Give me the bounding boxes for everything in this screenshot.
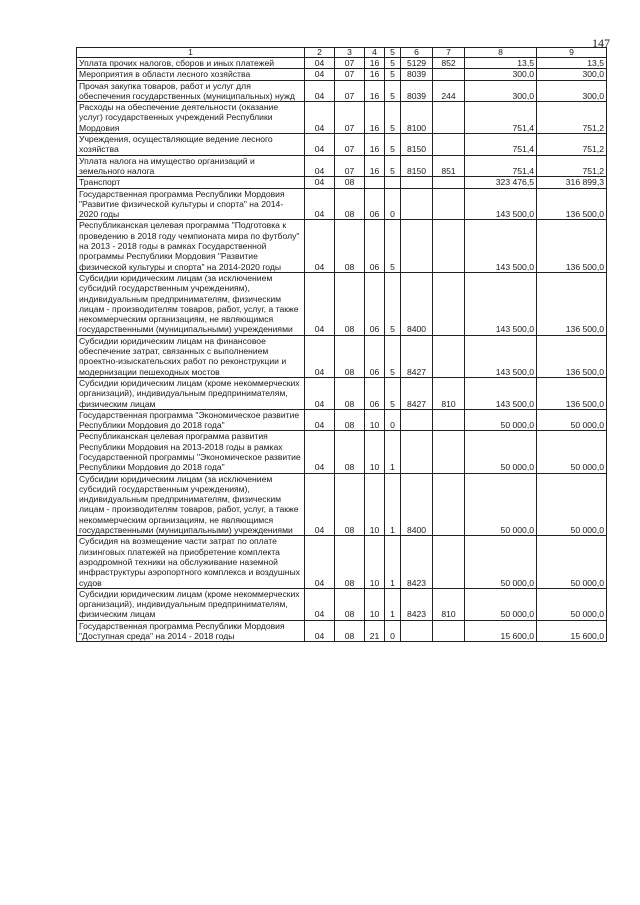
amount-year-1: 143 500,0	[465, 220, 537, 272]
code-subsection: 08	[335, 188, 365, 220]
code-subprogram: 5	[385, 155, 401, 177]
code-section: 04	[305, 188, 335, 220]
code-expense-type	[433, 431, 465, 473]
code-section: 04	[305, 431, 335, 473]
amount-year-1: 143 500,0	[465, 272, 537, 335]
amount-year-1: 143 500,0	[465, 335, 537, 377]
row-description: Государственная программа Республики Мордовия "Развитие физической культуры и спорта" на 2014-2020 годы	[77, 188, 305, 220]
code-section: 04	[305, 58, 335, 69]
code-target-item: 8423	[401, 536, 433, 588]
code-subsection: 08	[335, 431, 365, 473]
code-subprogram: 5	[385, 220, 401, 272]
code-section: 04	[305, 80, 335, 102]
column-header: 2	[305, 48, 335, 58]
row-description: Субсидии юридическим лицам (кроме некоммерческих организаций), индивидуальным предпринимателям, физическим лицам	[77, 377, 305, 409]
amount-year-2: 136 500,0	[537, 377, 607, 409]
code-target-item: 8400	[401, 272, 433, 335]
amount-year-1: 50 000,0	[465, 473, 537, 536]
code-program: 10	[365, 431, 385, 473]
code-section: 04	[305, 536, 335, 588]
row-description: Субсидии юридическим лицам (за исключением субсидий государственным учреждениям), индивидуальным предпринимателям, физическим лицам - производителям товаров, работ, услуг, а также некоммерческим организациям, не являющимся государственными (муниципальными) учреждениями	[77, 473, 305, 536]
amount-year-1: 50 000,0	[465, 409, 537, 431]
table-row	[77, 188, 607, 220]
code-expense-type	[433, 69, 465, 80]
row-description: Уплата прочих налогов, сборов и иных платежей	[77, 58, 305, 69]
code-target-item: 5129	[401, 58, 433, 69]
code-subsection: 08	[335, 220, 365, 272]
amount-year-1: 13,5	[465, 58, 537, 69]
code-target-item	[401, 188, 433, 220]
code-program: 21	[365, 620, 385, 642]
header-row	[77, 48, 607, 58]
code-target-item	[401, 431, 433, 473]
amount-year-2: 316 899,3	[537, 177, 607, 188]
column-header: 1	[77, 48, 305, 58]
code-subsection: 07	[335, 58, 365, 69]
amount-year-2: 50 000,0	[537, 431, 607, 473]
code-section: 04	[305, 272, 335, 335]
table-row	[77, 220, 607, 272]
code-section: 04	[305, 177, 335, 188]
code-program: 16	[365, 80, 385, 102]
code-expense-type: 851	[433, 155, 465, 177]
code-expense-type	[433, 220, 465, 272]
code-expense-type	[433, 188, 465, 220]
table-row	[77, 102, 607, 134]
amount-year-1: 50 000,0	[465, 588, 537, 620]
amount-year-2: 300,0	[537, 80, 607, 102]
row-description: Транспорт	[77, 177, 305, 188]
code-program: 16	[365, 58, 385, 69]
code-program: 06	[365, 335, 385, 377]
column-header: 3	[335, 48, 365, 58]
amount-year-2: 136 500,0	[537, 220, 607, 272]
amount-year-2: 50 000,0	[537, 473, 607, 536]
row-description: Государственная программа Республики Мордовия "Доступная среда" на 2014 - 2018 годы	[77, 620, 305, 642]
code-target-item	[401, 620, 433, 642]
code-expense-type	[433, 536, 465, 588]
table-row	[77, 431, 607, 473]
code-target-item: 8150	[401, 134, 433, 156]
code-expense-type	[433, 102, 465, 134]
code-expense-type	[433, 409, 465, 431]
column-header: 6	[401, 48, 433, 58]
code-subsection: 08	[335, 620, 365, 642]
amount-year-2: 13,5	[537, 58, 607, 69]
code-expense-type: 810	[433, 377, 465, 409]
amount-year-2: 50 000,0	[537, 409, 607, 431]
table-row	[77, 80, 607, 102]
amount-year-1: 300,0	[465, 69, 537, 80]
code-subprogram: 5	[385, 134, 401, 156]
code-subprogram: 5	[385, 377, 401, 409]
amount-year-1: 751,4	[465, 134, 537, 156]
code-expense-type	[433, 134, 465, 156]
amount-year-2: 136 500,0	[537, 335, 607, 377]
code-section: 04	[305, 102, 335, 134]
code-subprogram: 1	[385, 473, 401, 536]
code-subsection: 08	[335, 335, 365, 377]
code-target-item	[401, 409, 433, 431]
code-subprogram: 1	[385, 431, 401, 473]
code-subsection: 08	[335, 272, 365, 335]
code-program: 10	[365, 473, 385, 536]
amount-year-1: 15 600,0	[465, 620, 537, 642]
code-subprogram: 0	[385, 620, 401, 642]
code-subsection: 07	[335, 69, 365, 80]
code-expense-type: 852	[433, 58, 465, 69]
code-subsection: 08	[335, 177, 365, 188]
code-subprogram: 5	[385, 272, 401, 335]
code-target-item: 8427	[401, 335, 433, 377]
code-program: 10	[365, 409, 385, 431]
column-header: 5	[385, 48, 401, 58]
code-target-item: 8150	[401, 155, 433, 177]
amount-year-1: 143 500,0	[465, 377, 537, 409]
table-row	[77, 473, 607, 536]
code-target-item	[401, 177, 433, 188]
code-subprogram: 5	[385, 80, 401, 102]
table-row	[77, 177, 607, 188]
code-subprogram: 0	[385, 188, 401, 220]
row-description: Субсидия на возмещение части затрат по оплате лизинговых платежей на приобретение комплекта аэродромной техники на обслуживание наземной инфраструктуры аэропортного комплекса и воздушных судов	[77, 536, 305, 588]
code-target-item	[401, 220, 433, 272]
table-row	[77, 588, 607, 620]
table-row	[77, 409, 607, 431]
code-program: 06	[365, 188, 385, 220]
amount-year-1: 50 000,0	[465, 431, 537, 473]
row-description: Субсидии юридическим лицам на финансовое обеспечение затрат, связанных с выполнением проектно-изыскательских работ по реконструкции и модернизации пешеходных мостов	[77, 335, 305, 377]
code-subsection: 07	[335, 80, 365, 102]
amount-year-2: 136 500,0	[537, 272, 607, 335]
amount-year-2: 300,0	[537, 69, 607, 80]
code-target-item: 8400	[401, 473, 433, 536]
code-program: 06	[365, 272, 385, 335]
amount-year-2: 50 000,0	[537, 536, 607, 588]
code-subsection: 08	[335, 473, 365, 536]
code-section: 04	[305, 134, 335, 156]
table-row	[77, 58, 607, 69]
amount-year-2: 751,2	[537, 102, 607, 134]
amount-year-1: 143 500,0	[465, 188, 537, 220]
code-subprogram: 5	[385, 335, 401, 377]
table-row	[77, 134, 607, 156]
code-section: 04	[305, 620, 335, 642]
code-subsection: 07	[335, 102, 365, 134]
table-body	[77, 58, 607, 642]
row-description: Республиканская целевая программа развития Республики Мордовия на 2013-2018 годы в рамках Государственной программы "Экономическое развитие Республики Мордовия до 2018 года"	[77, 431, 305, 473]
code-section: 04	[305, 155, 335, 177]
code-section: 04	[305, 69, 335, 80]
code-subprogram	[385, 177, 401, 188]
code-section: 04	[305, 335, 335, 377]
code-target-item: 8423	[401, 588, 433, 620]
amount-year-1: 751,4	[465, 155, 537, 177]
amount-year-2: 15 600,0	[537, 620, 607, 642]
amount-year-1: 323 476,5	[465, 177, 537, 188]
code-program: 16	[365, 69, 385, 80]
column-header: 8	[465, 48, 537, 58]
column-header: 4	[365, 48, 385, 58]
amount-year-1: 300,0	[465, 80, 537, 102]
code-program: 06	[365, 377, 385, 409]
code-subprogram: 1	[385, 588, 401, 620]
code-expense-type	[433, 335, 465, 377]
code-expense-type: 244	[433, 80, 465, 102]
code-subprogram: 5	[385, 58, 401, 69]
code-subsection: 08	[335, 588, 365, 620]
code-target-item: 8100	[401, 102, 433, 134]
amount-year-1: 751,4	[465, 102, 537, 134]
page-number: 147	[592, 36, 610, 50]
row-description: Республиканская целевая программа "Подготовка к проведению в 2018 году чемпионата мира по футболу" на 2013 - 2018 годы в рамках Государственной программы Республики Мордовия "Развитие физической культуры и спорта" на 2014-2020 годы	[77, 220, 305, 272]
row-description: Учреждения, осуществляющие ведение лесного хозяйства	[77, 134, 305, 156]
code-expense-type	[433, 620, 465, 642]
amount-year-2: 751,2	[537, 155, 607, 177]
budget-table	[76, 47, 607, 642]
row-description: Расходы на обеспечение деятельности (оказание услуг) государственных учреждений Республики Мордовия	[77, 102, 305, 134]
code-section: 04	[305, 473, 335, 536]
row-description: Прочая закупка товаров, работ и услуг для обеспечения государственных (муниципальных) нужд	[77, 80, 305, 102]
table-row	[77, 272, 607, 335]
code-section: 04	[305, 588, 335, 620]
code-expense-type	[433, 272, 465, 335]
code-subprogram: 1	[385, 536, 401, 588]
row-description: Уплата налога на имущество организаций и земельного налога	[77, 155, 305, 177]
code-section: 04	[305, 409, 335, 431]
table-row	[77, 155, 607, 177]
code-subsection: 08	[335, 377, 365, 409]
row-description: Мероприятия в области лесного хозяйства	[77, 69, 305, 80]
column-header: 9	[537, 48, 607, 58]
row-description: Государственная программа "Экономическое развитие Республики Мордовия до 2018 года"	[77, 409, 305, 431]
code-program: 16	[365, 134, 385, 156]
row-description: Субсидии юридическим лицам (за исключением субсидий государственным учреждениям), индивидуальным предпринимателям, физическим лицам - производителям товаров, работ, услуг, а также некоммерческим организациям, не являющимся государственными (муниципальными) учреждениями	[77, 272, 305, 335]
column-header: 7	[433, 48, 465, 58]
code-section: 04	[305, 220, 335, 272]
code-subsection: 07	[335, 155, 365, 177]
code-subsection: 07	[335, 134, 365, 156]
amount-year-2: 751,2	[537, 134, 607, 156]
code-expense-type	[433, 177, 465, 188]
code-program: 16	[365, 155, 385, 177]
table-row	[77, 335, 607, 377]
amount-year-2: 136 500,0	[537, 188, 607, 220]
code-program: 16	[365, 102, 385, 134]
code-target-item: 8039	[401, 80, 433, 102]
amount-year-2: 50 000,0	[537, 588, 607, 620]
code-expense-type	[433, 473, 465, 536]
code-expense-type: 810	[433, 588, 465, 620]
code-target-item: 8427	[401, 377, 433, 409]
code-program: 10	[365, 588, 385, 620]
code-program	[365, 177, 385, 188]
code-subsection: 08	[335, 536, 365, 588]
code-subprogram: 5	[385, 69, 401, 80]
table-row	[77, 69, 607, 80]
table-row	[77, 536, 607, 588]
code-subprogram: 0	[385, 409, 401, 431]
code-section: 04	[305, 377, 335, 409]
row-description: Субсидии юридическим лицам (кроме некоммерческих организаций), индивидуальным предпринимателям, физическим лицам	[77, 588, 305, 620]
amount-year-1: 50 000,0	[465, 536, 537, 588]
code-subsection: 08	[335, 409, 365, 431]
code-program: 10	[365, 536, 385, 588]
code-subprogram: 5	[385, 102, 401, 134]
code-program: 06	[365, 220, 385, 272]
table-row	[77, 620, 607, 642]
table-row	[77, 377, 607, 409]
code-target-item: 8039	[401, 69, 433, 80]
